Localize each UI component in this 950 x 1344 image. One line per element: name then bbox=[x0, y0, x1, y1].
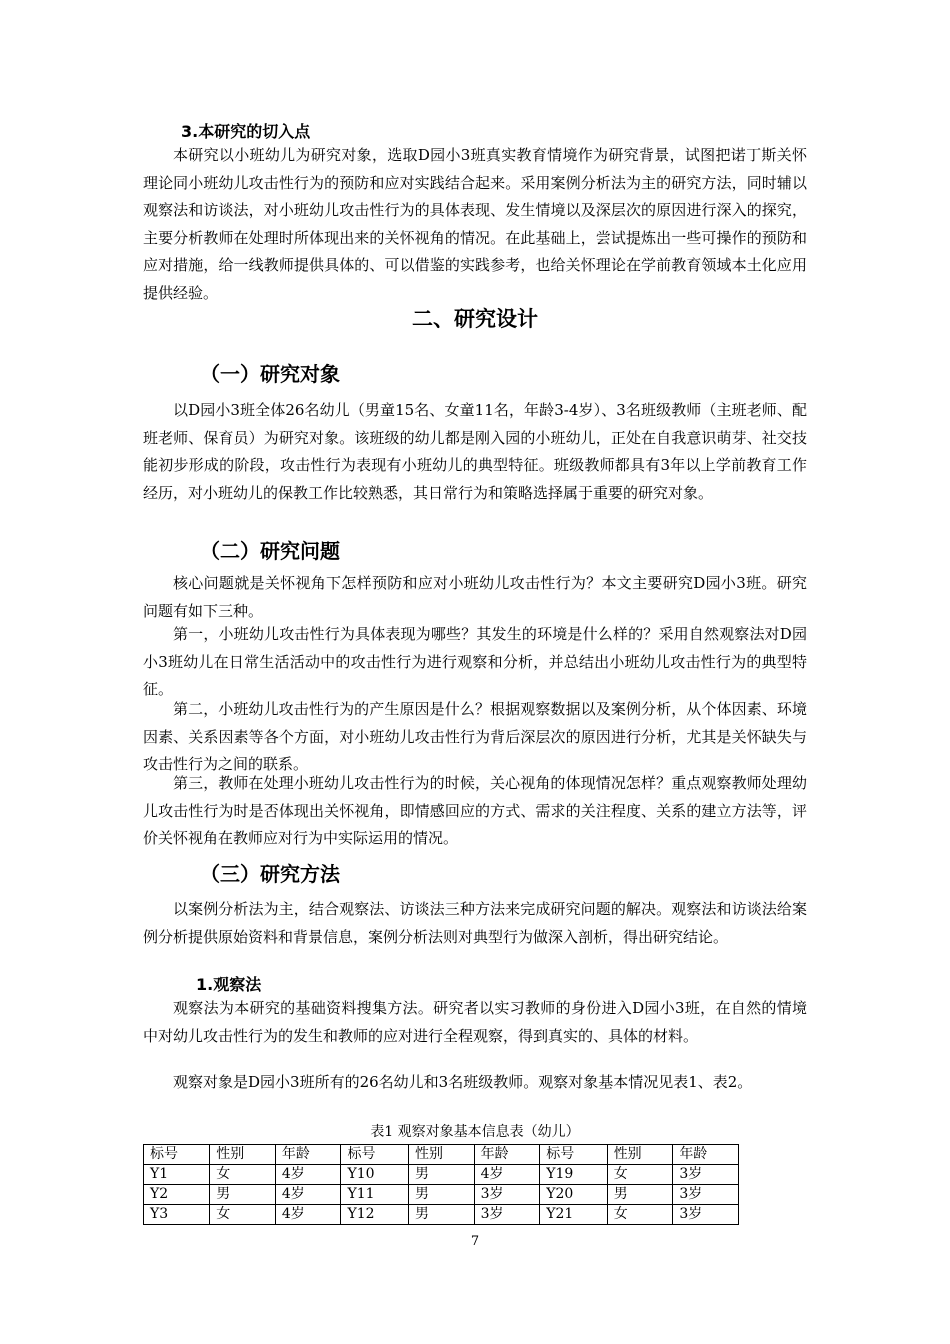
page-number: 7 bbox=[470, 1234, 480, 1249]
table-cell: 年龄 bbox=[673, 1145, 739, 1165]
table-cell: 男 bbox=[408, 1185, 474, 1205]
observation-info-table bbox=[143, 1144, 739, 1225]
table-cell: 3岁 bbox=[673, 1205, 739, 1225]
paragraph-methods: 以案例分析法为主，结合观察法、访谈法三种方法来完成研究问题的解决。观察法和访谈法给案例分析提供原始资料和背景信息，案例分析法则对典型行为做深入剖析，得出研究结论。 bbox=[143, 900, 807, 946]
table-cell: 3岁 bbox=[673, 1185, 739, 1205]
heading-research-subject: （一）研究对象 bbox=[200, 362, 340, 386]
paragraph-observation-method: 观察法为本研究的基础资料搜集方法。研究者以实习教师的身份进入D园小3班，在自然的情境中对幼儿攻击性行为的发生和教师的应对进行全程观察，得到真实的、具体的材料。 bbox=[143, 999, 807, 1045]
table-cell: 男 bbox=[210, 1185, 276, 1205]
paragraph-questions-core: 核心问题就是关怀视角下怎样预防和应对小班幼儿攻击性行为？本文主要研究D园小3班。研究问题有如下三种。 bbox=[143, 574, 807, 620]
table-cell: 男 bbox=[408, 1205, 474, 1225]
table-cell: 女 bbox=[210, 1165, 276, 1185]
paragraph-entry-point: 本研究以小班幼儿为研究对象，选取D园小3班真实教育情境作为研究背景，试图把诺丁斯关怀理论同小班幼儿攻击性行为的预防和应对实践结合起来。采用案例分析法为主的研究方法，同时辅以观察法和访谈法，对小班幼儿攻击性行为的具体表现、发生情境以及深层次的原因进行深入的探究，主要分析教师在处理时所体现出来的关怀视角的情况。在此基础上，尝试提炼出一些可操作的预防和应对措施，给一线教师提供具体的、可以借鉴的实践参考，也给关怀理论在学前教育领域本土化应用提供经验。 bbox=[143, 146, 807, 302]
table-cell: 性别 bbox=[607, 1145, 673, 1165]
table-cell: 4岁 bbox=[275, 1205, 341, 1225]
table-cell: 性别 bbox=[408, 1145, 474, 1165]
table-cell: Y21 bbox=[540, 1205, 607, 1225]
chapter-title: 二、研究设计 bbox=[412, 307, 538, 331]
table-cell: Y19 bbox=[540, 1165, 607, 1185]
table-cell: 女 bbox=[210, 1205, 276, 1225]
heading-research-methods: （三）研究方法 bbox=[200, 862, 340, 886]
table-cell: Y20 bbox=[540, 1185, 607, 1205]
table-cell: 3岁 bbox=[474, 1205, 540, 1225]
table-cell: 4岁 bbox=[275, 1185, 341, 1205]
table-cell: Y12 bbox=[341, 1205, 408, 1225]
table-cell: 标号 bbox=[341, 1145, 408, 1165]
table-cell: 女 bbox=[607, 1165, 673, 1185]
table-cell: 3岁 bbox=[474, 1185, 540, 1205]
table-cell: 女 bbox=[607, 1205, 673, 1225]
paragraph-question-first: 第一，小班幼儿攻击性行为具体表现为哪些？其发生的环境是什么样的？采用自然观察法对D园小3班幼儿在日常生活活动中的攻击性行为进行观察和分析，并总结出小班幼儿攻击性行为的典型特征。 bbox=[143, 625, 807, 698]
paragraph-question-third: 第三，教师在处理小班幼儿攻击性行为的时候，关心视角的体现情况怎样？重点观察教师处理幼儿攻击性行为时是否体现出关怀视角，即情感回应的方式、需求的关注程度、关系的建立方法等，评价关怀视角在教师应对行为中实际运用的情况。 bbox=[143, 774, 807, 847]
paragraph-question-second: 第二，小班幼儿攻击性行为的产生原因是什么？根据观察数据以及案例分析，从个体因素、环境因素、关系因素等各个方面，对小班幼儿攻击性行为背后深层次的原因进行分析，尤其是关怀缺失与攻击性行为之间的联系。 bbox=[143, 700, 807, 773]
table-cell: Y3 bbox=[144, 1205, 210, 1225]
heading-research-questions: （二）研究问题 bbox=[200, 539, 340, 563]
heading-observation-method: 1.观察法 bbox=[196, 975, 262, 994]
table-row bbox=[144, 1165, 739, 1185]
paragraph-research-subject: 以D园小3班全体26名幼儿（男童15名、女童11名，年龄3-4岁）、3名班级教师（主班老师、配班老师、保育员）为研究对象。该班级的幼儿都是刚入园的小班幼儿，正处在自我意识萌芽、社交技能初步形成的阶段，攻击性行为表现有小班幼儿的典型特征。班级教师都具有3年以上学前教育工作经历，对小班幼儿的保教工作比较熟悉，其日常行为和策略选择属于重要的研究对象。 bbox=[143, 401, 807, 502]
table-cell: 标号 bbox=[144, 1145, 210, 1165]
table-cell: 男 bbox=[607, 1185, 673, 1205]
table-cell: 男 bbox=[408, 1165, 474, 1185]
table-cell: Y2 bbox=[144, 1185, 210, 1205]
table-row bbox=[144, 1205, 739, 1225]
table-cell: 标号 bbox=[540, 1145, 607, 1165]
table-cell: Y10 bbox=[341, 1165, 408, 1185]
table-header-row bbox=[144, 1145, 739, 1165]
table-cell: 年龄 bbox=[474, 1145, 540, 1165]
section-heading-entry-point: 3.本研究的切入点 bbox=[181, 122, 311, 141]
table-cell: 3岁 bbox=[673, 1165, 739, 1185]
table-cell: 4岁 bbox=[474, 1165, 540, 1185]
table-cell: 年龄 bbox=[275, 1145, 341, 1165]
table-cell: Y11 bbox=[341, 1185, 408, 1205]
table-cell: 性别 bbox=[210, 1145, 276, 1165]
table-cell: Y1 bbox=[144, 1165, 210, 1185]
paragraph-observation-subjects: 观察对象是D园小3班所有的26名幼儿和3名班级教师。观察对象基本情况见表1、表2。 bbox=[173, 1073, 753, 1091]
table-cell: 4岁 bbox=[275, 1165, 341, 1185]
table-row bbox=[144, 1185, 739, 1205]
table-caption: 表1 观察对象基本信息表（幼儿） bbox=[370, 1124, 580, 1140]
